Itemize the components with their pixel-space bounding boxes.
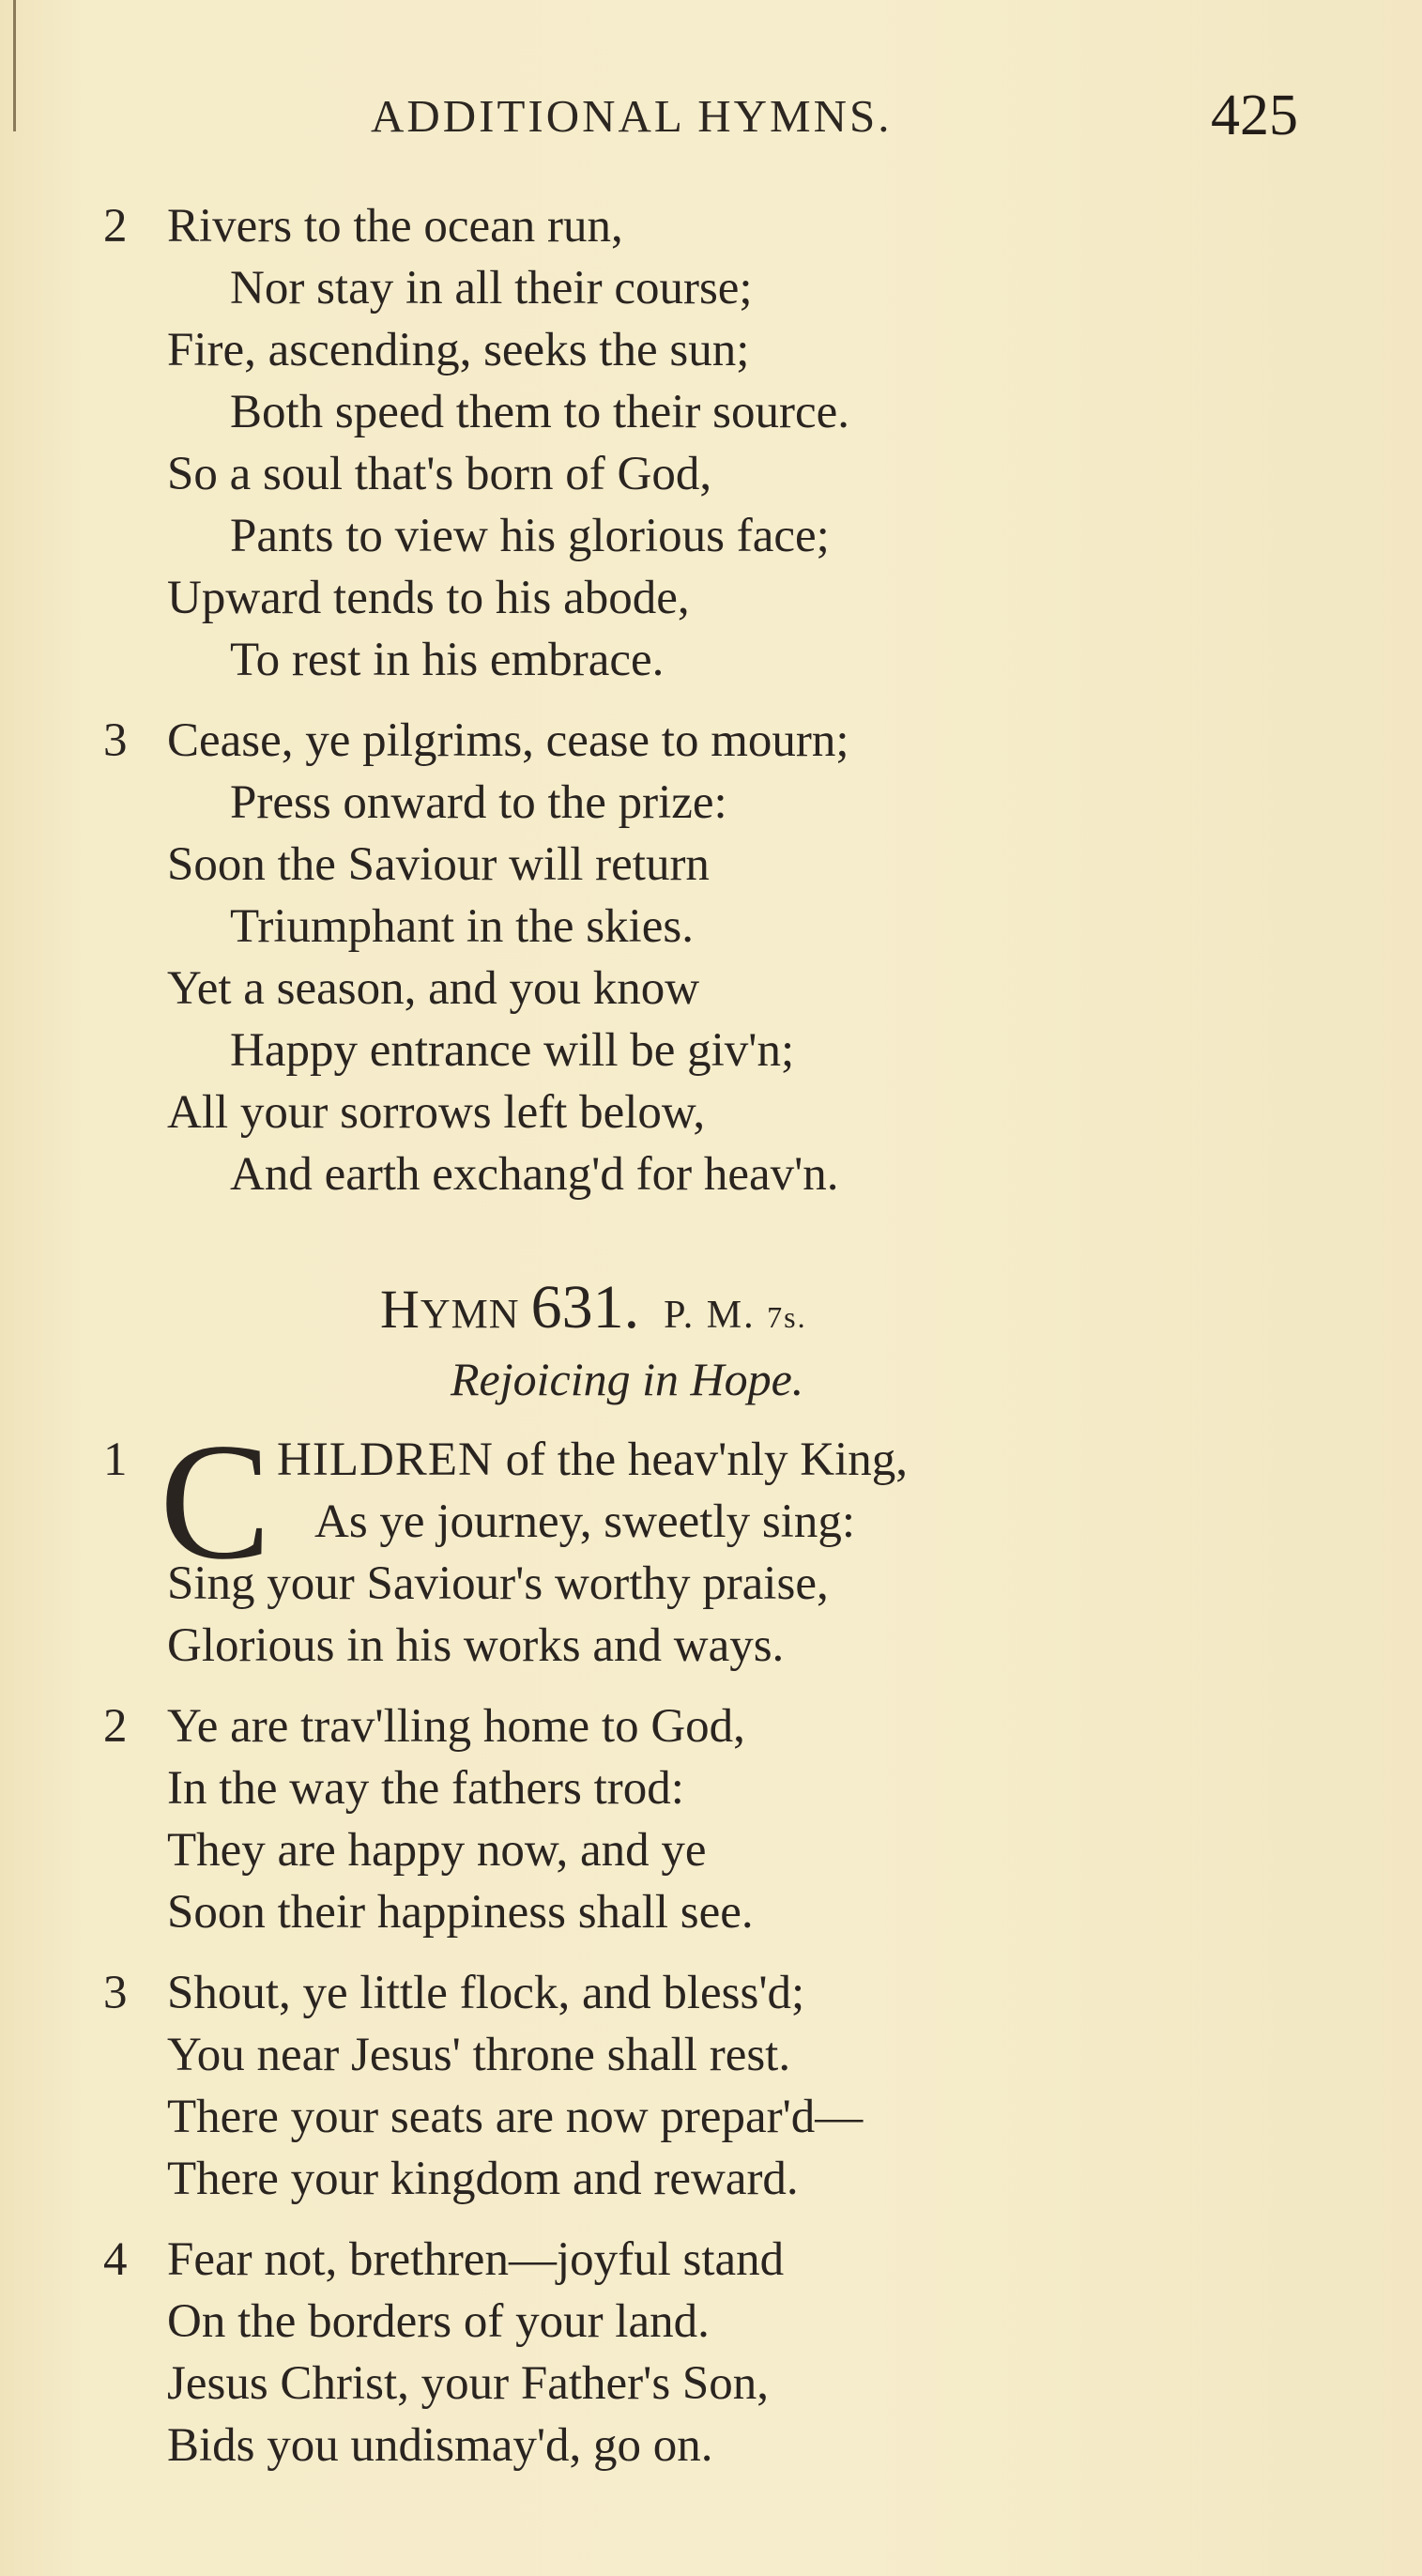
page-gutter-line <box>13 0 16 131</box>
verse-line: All your sorrows left below, <box>167 1086 706 1139</box>
drop-cap: C <box>160 1408 271 1594</box>
hymn-meter: P. M. 7s. <box>664 1294 807 1337</box>
verse-line: So a soul that's born of God, <box>167 448 712 500</box>
verse-number: 2 <box>103 1700 128 1753</box>
verse-line: Both speed them to their source. <box>230 386 850 438</box>
verse-line: Sing your Saviour's worthy praise, <box>167 1557 829 1610</box>
verse-number: 4 <box>103 2233 128 2286</box>
hymn-title <box>380 1272 807 1343</box>
verse-line: Cease, ye pilgrims, cease to mourn; <box>167 714 849 767</box>
verse-line: Soon the Saviour will return <box>167 838 710 891</box>
verse-line: On the borders of your land. <box>167 2295 710 2348</box>
verse-line: Fire, ascending, seeks the sun; <box>167 324 750 376</box>
verse-line: In the way the fathers trod: <box>167 1762 684 1815</box>
verse-number: 3 <box>103 714 128 767</box>
verse-line: Press onward to the prize: <box>230 776 727 829</box>
page-number: 425 <box>1211 84 1298 147</box>
verse-number: 3 <box>103 1967 128 2019</box>
first-word: HILDREN <box>277 1434 494 1486</box>
verse-line: Triumphant in the skies. <box>230 900 694 953</box>
verse-line: To rest in his embrace. <box>230 634 665 686</box>
verse-line: There your seats are now prepar'd— <box>167 2091 864 2143</box>
verse-line: Nor stay in all their course; <box>230 262 753 314</box>
hymn-number: 631. <box>530 1273 640 1342</box>
verse-line <box>277 1436 908 1484</box>
verse-number: 2 <box>103 200 128 253</box>
verse-line: Glorious in his works and ways. <box>167 1619 785 1672</box>
verse-line: You near Jesus' throne shall rest. <box>167 2029 791 2081</box>
verse-line: Rivers to the ocean run, <box>167 200 623 253</box>
hymn-subtitle: Rejoicing in Hope. <box>451 1353 804 1405</box>
verse-line: Happy entrance will be giv'n; <box>230 1024 795 1077</box>
verse-number: 1 <box>103 1434 128 1486</box>
verse-line: Soon their happiness shall see. <box>167 1886 754 1939</box>
verse-line-text: of the heav'nly King, <box>505 1434 908 1486</box>
verse-line: Yet a season, and you know <box>167 962 700 1015</box>
verse-line: Ye are trav'lling home to God, <box>167 1700 745 1753</box>
verse-line: They are happy now, and ye <box>167 1824 707 1877</box>
running-head: ADDITIONAL HYMNS. <box>371 90 893 142</box>
verse-line: Shout, ye little flock, and bless'd; <box>167 1967 805 2019</box>
verse-line: Bids you undismay'd, go on. <box>167 2419 713 2472</box>
verse-line: Upward tends to his abode, <box>167 572 690 624</box>
verse-line: There your kingdom and reward. <box>167 2153 799 2205</box>
verse-line: Pants to view his glorious face; <box>230 510 830 562</box>
verse-line: As ye journey, sweetly sing: <box>314 1495 856 1548</box>
verse-line: Fear not, brethren—joyful stand <box>167 2233 785 2286</box>
verse-line: And earth exchang'd for heav'n. <box>230 1148 839 1201</box>
verse-line: Jesus Christ, your Father's Son, <box>167 2357 770 2410</box>
hymn-label: HYMN <box>380 1279 520 1340</box>
